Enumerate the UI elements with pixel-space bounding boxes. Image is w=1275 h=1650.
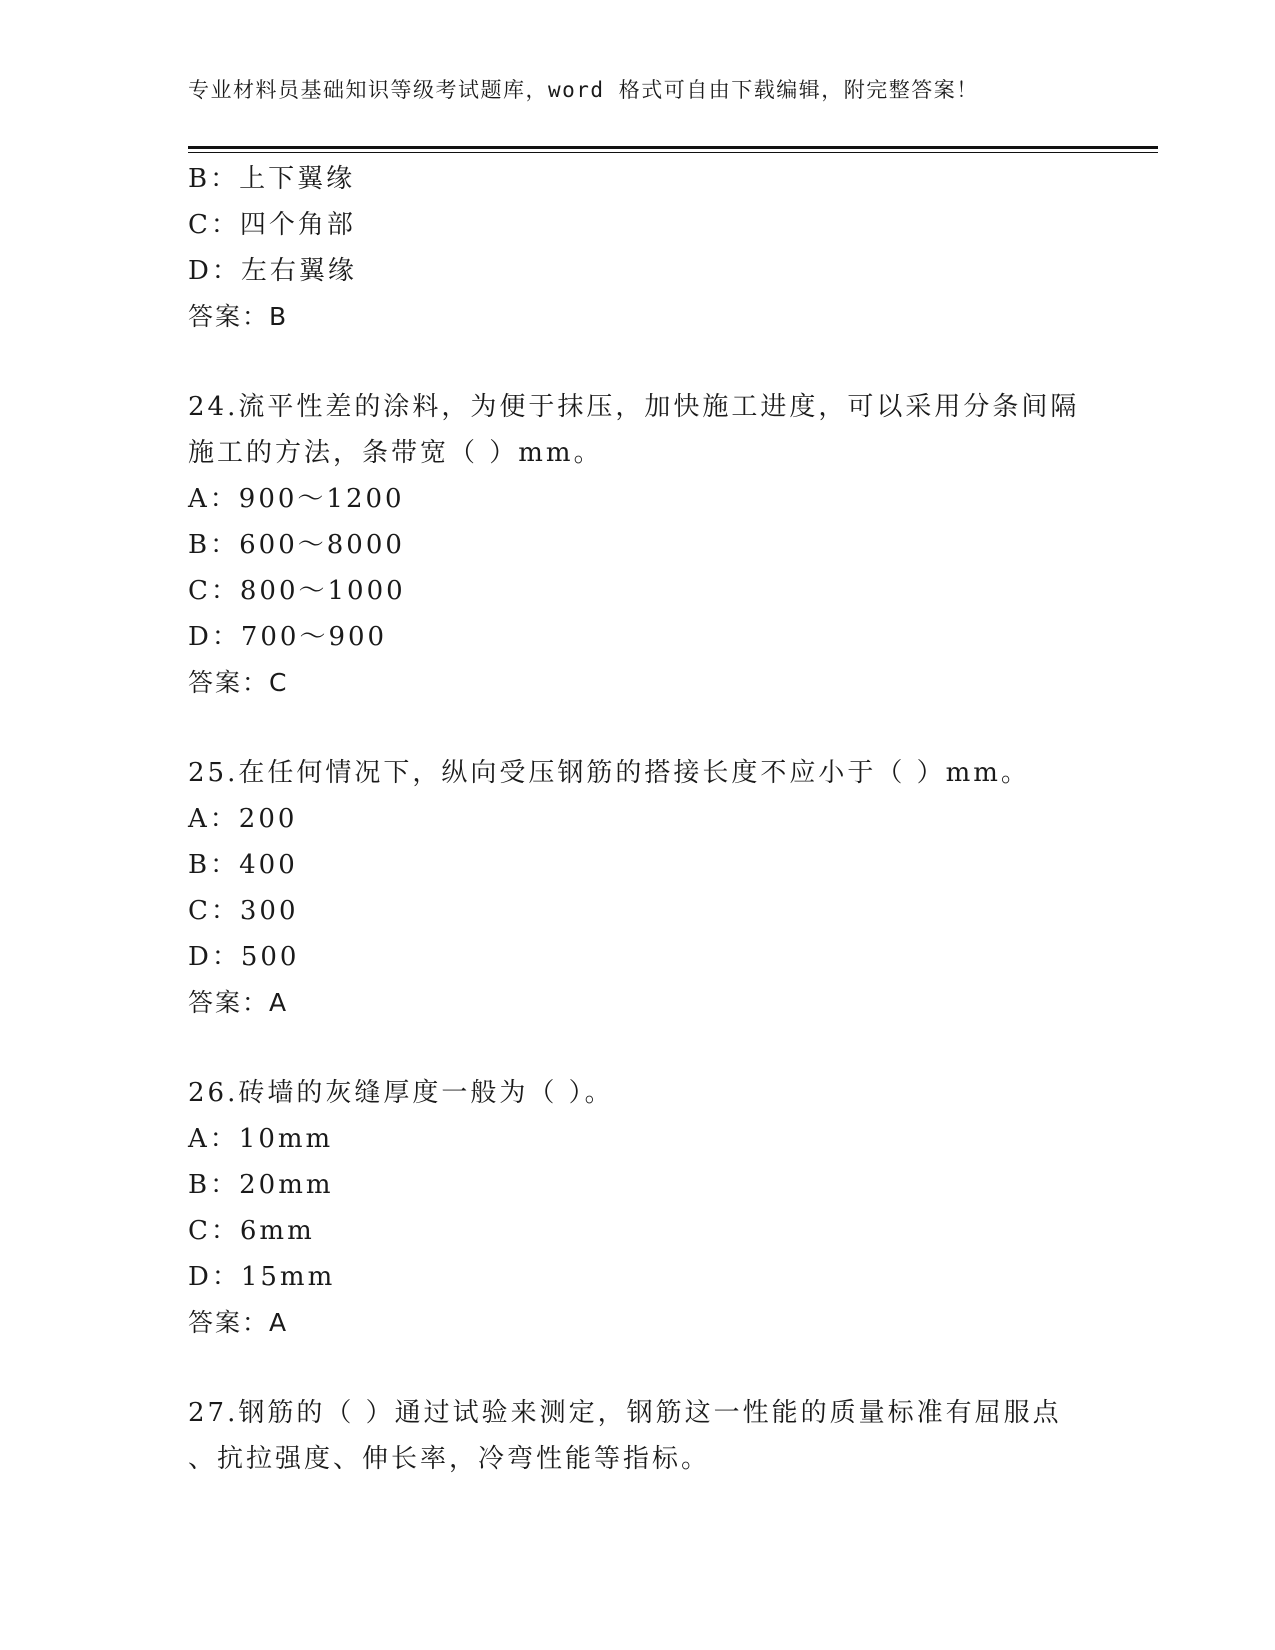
document-body bbox=[188, 156, 1088, 1482]
answer-line: 答案：C bbox=[188, 668, 289, 697]
question-stem: 26.砖墙的灰缝厚度一般为（ ）。 bbox=[188, 1078, 614, 1108]
spacer bbox=[188, 1346, 1088, 1390]
option-b: B：20mm bbox=[188, 1170, 334, 1200]
question-stem: 施工的方法，条带宽（ ）mm。 bbox=[188, 438, 603, 468]
option-c: C：800～1000 bbox=[188, 576, 406, 606]
option-c: C：6mm bbox=[188, 1216, 315, 1246]
question-24 bbox=[188, 384, 1088, 706]
option-d: D：500 bbox=[188, 942, 300, 972]
option-d: D：15mm bbox=[188, 1262, 336, 1292]
option-a: A：200 bbox=[188, 804, 298, 834]
question-stem: 25.在任何情况下，纵向受压钢筋的搭接长度不应小于（ ）mm。 bbox=[188, 758, 1030, 788]
option-c: C：四个角部 bbox=[188, 210, 356, 240]
header-divider-thin bbox=[188, 152, 1158, 153]
spacer bbox=[188, 340, 1088, 384]
answer-line: 答案：B bbox=[188, 302, 289, 331]
answer-line: 答案：A bbox=[188, 988, 289, 1017]
question-stem: 27.钢筋的（ ）通过试验来测定，钢筋这一性能的质量标准有屈服点 bbox=[188, 1398, 1062, 1428]
option-b: B：600～8000 bbox=[188, 530, 405, 560]
answer-line: 答案：A bbox=[188, 1308, 289, 1337]
option-b: B：400 bbox=[188, 850, 298, 880]
option-a: A：900～1200 bbox=[188, 484, 405, 514]
header-divider bbox=[188, 146, 1158, 149]
question-25 bbox=[188, 750, 1088, 1026]
question-stem: 、抗拉强度、伸长率，冷弯性能等指标。 bbox=[188, 1444, 711, 1474]
prev-question bbox=[188, 156, 1088, 340]
option-d: D：700～900 bbox=[188, 622, 388, 652]
spacer bbox=[188, 1026, 1088, 1070]
spacer bbox=[188, 706, 1088, 750]
option-b: B：上下翼缘 bbox=[188, 164, 356, 194]
question-27 bbox=[188, 1390, 1088, 1482]
option-d: D：左右翼缘 bbox=[188, 256, 357, 286]
option-c: C：300 bbox=[188, 896, 299, 926]
page-header: 专业材料员基础知识等级考试题库，word 格式可自由下载编辑，附完整答案！ bbox=[188, 78, 979, 102]
question-26 bbox=[188, 1070, 1088, 1346]
option-a: A：10mm bbox=[188, 1124, 334, 1154]
question-stem: 24.流平性差的涂料，为便于抹压，加快施工进度，可以采用分条间隔 bbox=[188, 392, 1080, 422]
